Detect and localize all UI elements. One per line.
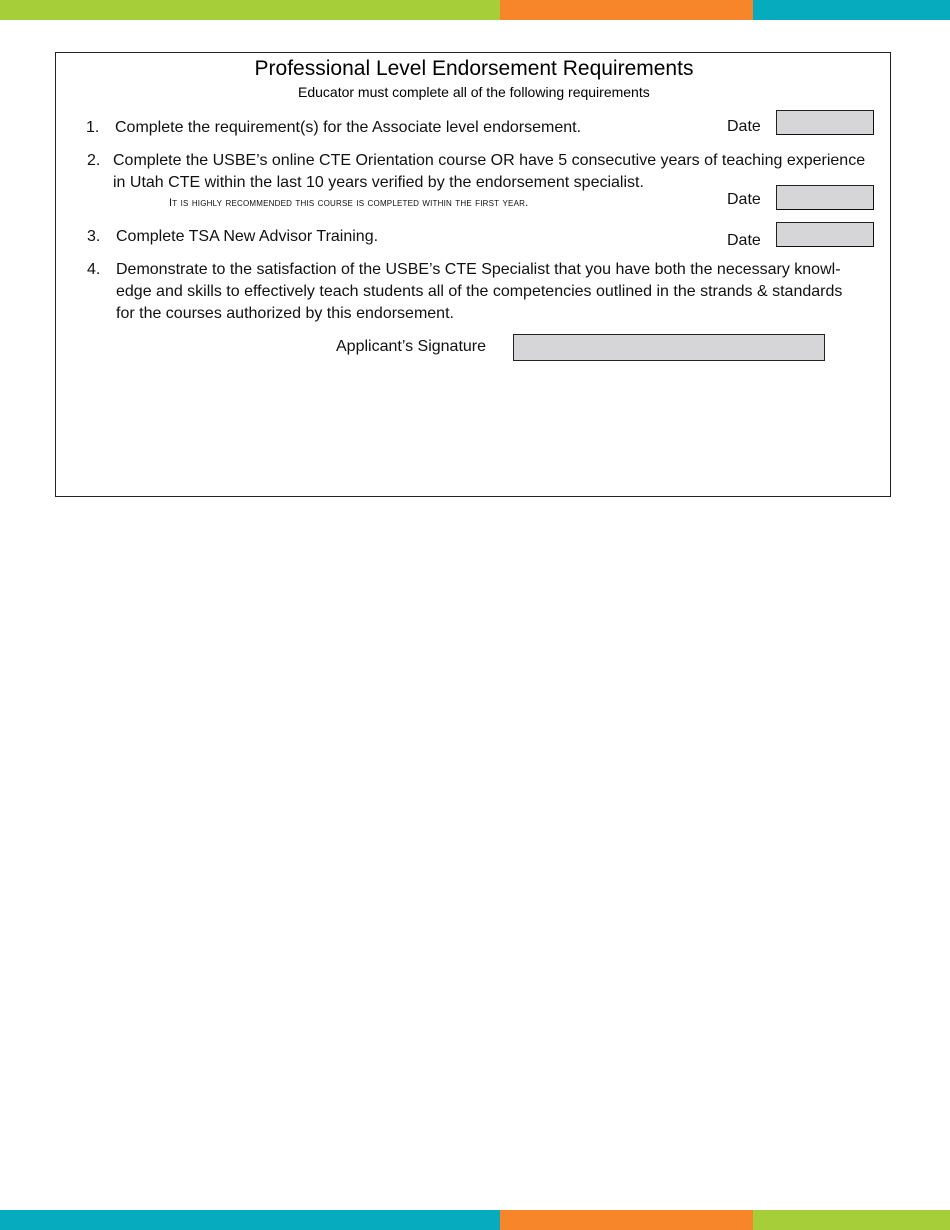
form-title: Professional Level Endorsement Requirements xyxy=(254,57,694,80)
date-label-2: Date xyxy=(727,191,761,208)
bottom-bar-orange-segment xyxy=(500,1210,753,1230)
top-bar-green-segment xyxy=(0,0,500,20)
date-field-1[interactable] xyxy=(776,110,874,135)
bottom-color-bar xyxy=(0,1210,950,1230)
requirement-3-number: 3. xyxy=(87,228,101,245)
requirement-2-text-line-1: Complete the USBE’s online CTE Orientation course OR have 5 consecutive years of teaching experience xyxy=(113,152,866,169)
signature-field[interactable] xyxy=(513,334,825,361)
requirement-4 xyxy=(87,259,891,325)
requirement-3 xyxy=(87,226,707,248)
requirement-4-text-line-3: for the courses authorized by this endorsement. xyxy=(116,305,454,322)
date-label-3: Date xyxy=(727,232,761,249)
date-field-2[interactable] xyxy=(776,185,874,210)
requirement-2-number: 2. xyxy=(87,152,101,169)
requirement-1-text: Complete the requirement(s) for the Associate level endorsement. xyxy=(115,119,582,136)
requirement-2-text-line-2: in Utah CTE within the last 10 years verified by the endorsement specialist. xyxy=(113,174,644,191)
bottom-bar-teal-segment xyxy=(0,1210,500,1230)
requirement-1-number: 1. xyxy=(86,119,100,136)
requirement-4-number: 4. xyxy=(87,261,101,278)
date-field-3[interactable] xyxy=(776,222,874,247)
form-subtitle: Educator must complete all of the following requirements xyxy=(298,84,650,100)
requirement-4-text-line-2: edge and skills to effectively teach students all of the competencies outlined in the strands & standards xyxy=(116,283,843,300)
requirement-2 xyxy=(87,150,893,194)
signature-label: Applicant’s Signature xyxy=(336,338,487,355)
requirement-4-text-line-1: Demonstrate to the satisfaction of the USBE’s CTE Specialist that you have both the necessary knowl- xyxy=(116,261,841,278)
endorsement-form xyxy=(55,52,891,497)
date-label-1: Date xyxy=(727,118,761,135)
top-bar-teal-segment xyxy=(753,0,950,20)
top-color-bar xyxy=(0,0,950,20)
requirement-3-text: Complete TSA New Advisor Training. xyxy=(116,228,379,245)
bottom-bar-green-segment xyxy=(753,1210,950,1230)
top-bar-orange-segment xyxy=(500,0,753,20)
requirement-1 xyxy=(86,117,726,139)
requirement-2-note: It is highly recommended this course is completed within the first year. xyxy=(169,197,529,209)
